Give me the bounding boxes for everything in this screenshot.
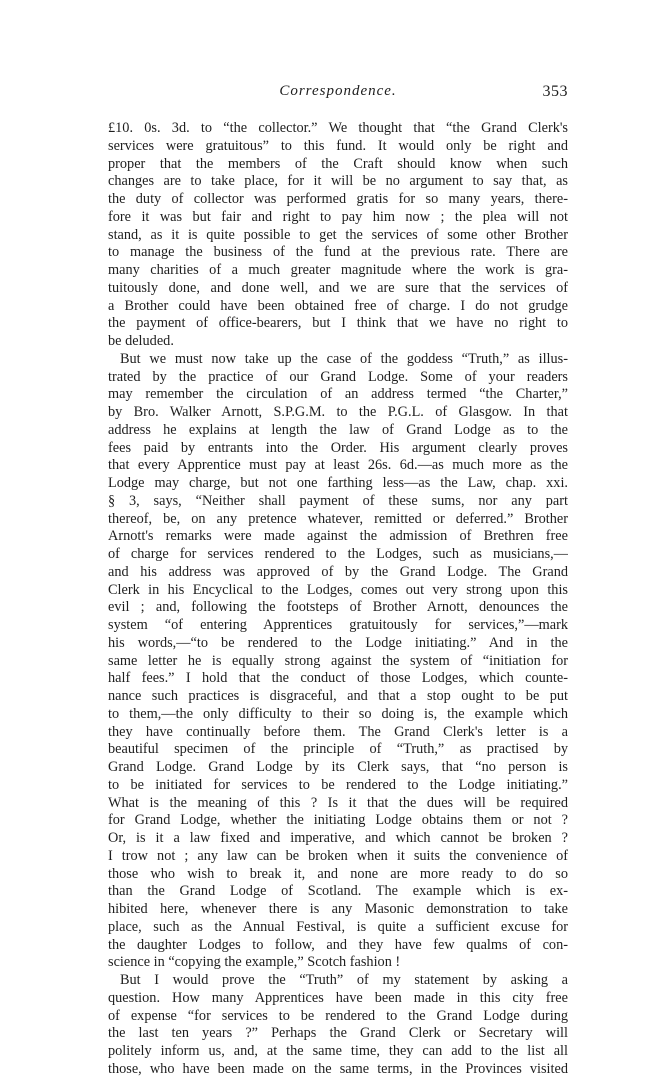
text-line: may remember the circulation of an address termed “the Charter,” — [108, 386, 568, 403]
text-line: politely inform us, and, at the same time, they can add to the list all — [108, 1043, 568, 1059]
text-line: be deluded. — [108, 333, 174, 349]
text-line: the duty of collector was performed gratis for so many years, there- — [108, 191, 568, 207]
text-line: Grand Lodge. Grand Lodge by its Clerk says, that “no person is — [108, 759, 568, 775]
page-number: 353 — [542, 83, 568, 100]
text-line: What is the meaning of this ? Is it that the dues will be required — [108, 794, 568, 811]
text-line: of charge for services rendered to the Lodges, such as musicians,— — [108, 546, 568, 562]
text-line: But we must now take up the case of the goddess “Truth,” as illus- — [120, 350, 568, 367]
text-line: his words,—“to be rendered to the Lodge initiating.” And in the — [108, 634, 568, 651]
text-line: stand, as it is quite possible to get the services of some other Brother — [108, 226, 568, 243]
text-line: those who wish to break it, and none are more ready to do so — [108, 865, 568, 882]
text-line: by Bro. Walker Arnott, S.P.G.M. to the P.G.L. of Glasgow. In that — [108, 404, 568, 420]
text-line: But I would prove the “Truth” of my statement by asking a — [120, 972, 568, 988]
text-line: many charities of a much greater magnitude where the work is gra- — [108, 262, 568, 278]
text-line: of expense “for services to be rendered to the Grand Lodge during — [108, 1007, 568, 1024]
text-line: question. How many Apprentices have been made in this city free — [108, 989, 568, 1006]
text-line: I trow not ; any law can be broken when it suits the convenience of — [108, 847, 568, 864]
text-line: same letter he is equally strong against the system of “initiation for — [108, 652, 568, 669]
text-line: and his address was approved of by the Grand Lodge. The Grand — [108, 563, 568, 580]
running-head — [108, 83, 568, 105]
text-line: Clerk in his Encyclical to the Lodges, comes out very strong upon this — [108, 581, 568, 598]
text-line: £10. 0s. 3d. to “the collector.” We thought that “the Grand Clerk's — [108, 120, 568, 136]
text-line: beautiful specimen of the principle of “Truth,” as practised by — [108, 741, 568, 758]
text-line: half fees.” I hold that the conduct of those Lodges, which counte- — [108, 670, 568, 687]
text-line: science in “copying the example,” Scotch fashion ! — [108, 954, 401, 971]
text-line: to be initiated for services to be rendered to the Lodge initiating.” — [108, 776, 568, 793]
running-title: Correspondence. — [279, 83, 397, 99]
text-body — [108, 120, 568, 1079]
text-line: the daughter Lodges to follow, and they have few qualms of con- — [108, 936, 568, 953]
text-line: address he explains at length the law of Grand Lodge as to the — [108, 421, 568, 438]
text-line: fore it was but fair and right to pay him now ; the plea will not — [108, 208, 568, 225]
text-line: Or, is it a law fixed and imperative, and which cannot be broken ? — [108, 830, 568, 846]
text-line: services were gratuitous” to this fund. It would only be right and — [108, 137, 568, 154]
text-line: tuitously done, and done well, and we are sure that the services of — [108, 279, 568, 296]
text-line: to manage the business of the fund at the previous rate. There are — [108, 244, 568, 261]
text-line: § 3, says, “Neither shall payment of these sums, nor any part — [108, 492, 568, 509]
text-line: that every Apprentice must pay at least 26s. 6d.—as much more as the — [108, 457, 568, 474]
text-line: to them,—the only difficulty to their so doing is, the example which — [108, 705, 568, 722]
text-line: the payment of office-bearers, but I think that we have no right to — [108, 315, 568, 332]
text-line: hibited here, whenever there is any Masonic demonstration to take — [108, 901, 568, 917]
text-line: proper that the members of the Craft should know when such — [108, 155, 568, 172]
text-line: those, who have been made on the same terms, in the Provinces visited — [108, 1060, 568, 1077]
text-line: thereof, be, on any pretence whatever, remitted or deferred.” Brother — [108, 510, 568, 527]
text-line: fees paid by entrants into the Order. His argument clearly proves — [108, 439, 568, 456]
text-line: place, such as the Annual Festival, is quite a sufficient excuse for — [108, 918, 568, 935]
text-line: nance such practices is disgraceful, and that a stop ought to be put — [108, 688, 568, 704]
text-line: for Grand Lodge, whether the initiating Lodge obtains them or not ? — [108, 812, 568, 829]
text-line: they have continually before them. The Grand Clerk's letter is a — [108, 723, 568, 740]
text-line: the last ten years ?” Perhaps the Grand Clerk or Secretary will — [108, 1025, 568, 1042]
text-line: system “of entering Apprentices gratuitously for services,”—mark — [108, 617, 568, 633]
text-line: a Brother could have been obtained free of charge. I do not grudge — [108, 297, 568, 314]
text-line: Arnott's remarks were made against the admission of Brethren free — [108, 528, 568, 545]
text-line: Lodge may charge, but not one farthing less—as the Law, chap. xxi. — [108, 475, 568, 491]
text-line: than the Grand Lodge of Scotland. The example which is ex- — [108, 883, 568, 900]
text-line: evil ; and, following the footsteps of Brother Arnott, denounces the — [108, 599, 568, 616]
text-line: trated by the practice of our Grand Lodge. Some of your readers — [108, 368, 568, 385]
text-line: changes are to take place, for it will be no argument to say that, as — [108, 173, 568, 190]
